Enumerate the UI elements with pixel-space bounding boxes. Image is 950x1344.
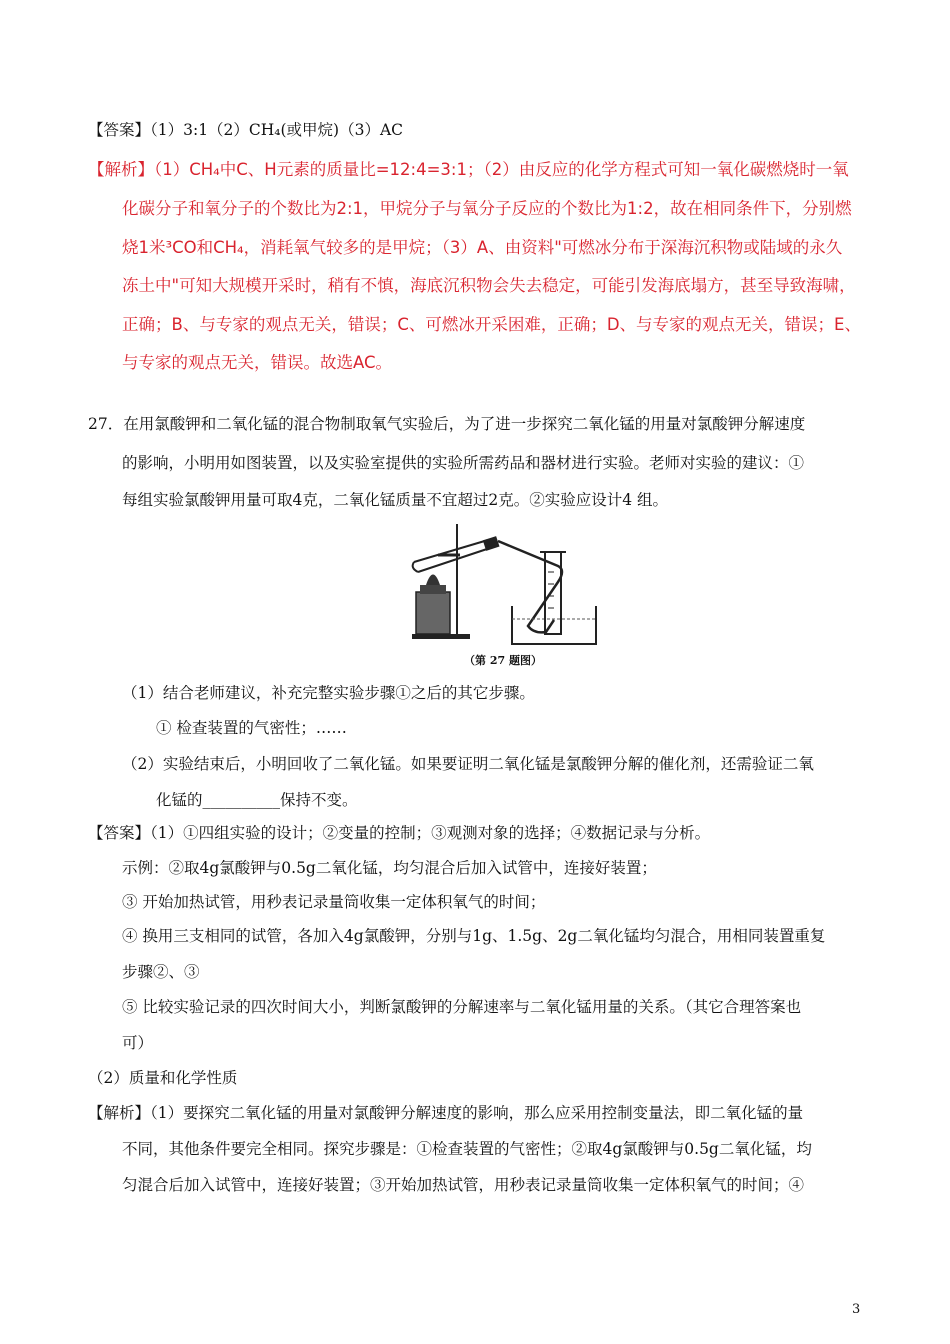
- answer-27-line6: ⑤ 比较实验记录的四次时间大小，判断氯酸钾的分解速率与二氧化锰用量的关系。（其它合理答案也: [122, 998, 802, 1016]
- question-27-line1: 27．在用氯酸钾和二氧化锰的混合物制取氧气实验后，为了进一步探究二氧化锰的用量对氯酸钾分解速度: [88, 415, 806, 433]
- question-27-line2: 的影响，小明用如图装置，以及实验室提供的实验所需药品和器材进行实验。老师对实验的建议：①: [122, 454, 805, 472]
- answer-27-line2: 示例：②取4g氯酸钾与0.5g二氧化锰，均匀混合后加入试管中，连接好装置；: [122, 859, 657, 877]
- figure-caption: （第 27 题图）: [464, 654, 542, 667]
- analysis-27-line1: 【解析】（1）要探究二氧化锰的用量对氯酸钾分解速度的影响，那么应采用控制变量法，即二氧化锰的量: [88, 1104, 804, 1122]
- answer-27-line8: （2）质量和化学性质: [88, 1069, 238, 1087]
- analysis-26-line5: 正确；B、与专家的观点无关，错误；C、可燃冰开采困难，正确；D、与专家的观点无关，错误；E、: [122, 315, 861, 334]
- answer-27-line4: ④ 换用三支相同的试管，各加入4g氯酸钾，分别与1g、1.5g、2g二氧化锰均匀混合，用相同装置重复: [122, 927, 826, 945]
- subquestion-2-line2: 化锰的__________保持不变。: [156, 791, 358, 809]
- analysis-26-line4: 冻土中"可知大规模开采时，稍有不慎，海底沉积物会失去稳定，可能引发海底塌方，甚至导致海啸，: [122, 276, 856, 295]
- oxygen-apparatus-drawing: [408, 522, 598, 668]
- analysis-26-line6: 与专家的观点无关，错误。故选AC。: [122, 353, 393, 372]
- subquestion-1-step: ① 检查装置的气密性；……: [156, 719, 347, 737]
- answer-26: 【答案】（1）3:1（2）CH₄(或甲烷)（3）AC: [88, 121, 404, 139]
- analysis-26-line1: 【解析】（1）CH₄中C、H元素的质量比=12:4=3:1；（2）由反应的化学方程式可知一氧化碳燃烧时一氧: [88, 160, 849, 179]
- subquestion-1: （1）结合老师建议，补充完整实验步骤①之后的其它步骤。: [122, 684, 535, 702]
- answer-27-line7: 可）: [122, 1034, 154, 1052]
- analysis-27-line2: 不同，其他条件要完全相同。探究步骤是：①检查装置的气密性；②取4g氯酸钾与0.5g二氧化锰，均: [122, 1140, 812, 1158]
- analysis-26-line3: 烧1米³CO和CH₄，消耗氧气较多的是甲烷；（3）A、由资料"可燃冰分布于深海沉积物或陆域的永久: [122, 238, 843, 257]
- question-27-line3: 每组实验氯酸钾用量可取4克，二氧化锰质量不宜超过2克。②实验应设计4 组。: [122, 491, 669, 509]
- apparatus-figure: [408, 522, 598, 668]
- answer-27-line3: ③ 开始加热试管，用秒表记录量筒收集一定体积氧气的时间；: [122, 893, 546, 911]
- answer-27-line5: 步骤②、③: [122, 963, 200, 981]
- subquestion-2-line1: （2）实验结束后，小明回收了二氧化锰。如果要证明二氧化锰是氯酸钾分解的催化剂，还需验证二氧: [122, 755, 814, 773]
- page-number: 3: [852, 1302, 861, 1317]
- analysis-26-line2: 化碳分子和氧分子的个数比为2:1，甲烷分子与氧分子反应的个数比为1:2，故在相同条件下，分别燃: [122, 199, 852, 218]
- analysis-27-line3: 匀混合后加入试管中，连接好装置；③开始加热试管，用秒表记录量筒收集一定体积氧气的时间；④: [122, 1176, 805, 1194]
- answer-27-line1: 【答案】（1）①四组实验的设计；②变量的控制；③观测对象的选择；④数据记录与分析。: [88, 824, 711, 842]
